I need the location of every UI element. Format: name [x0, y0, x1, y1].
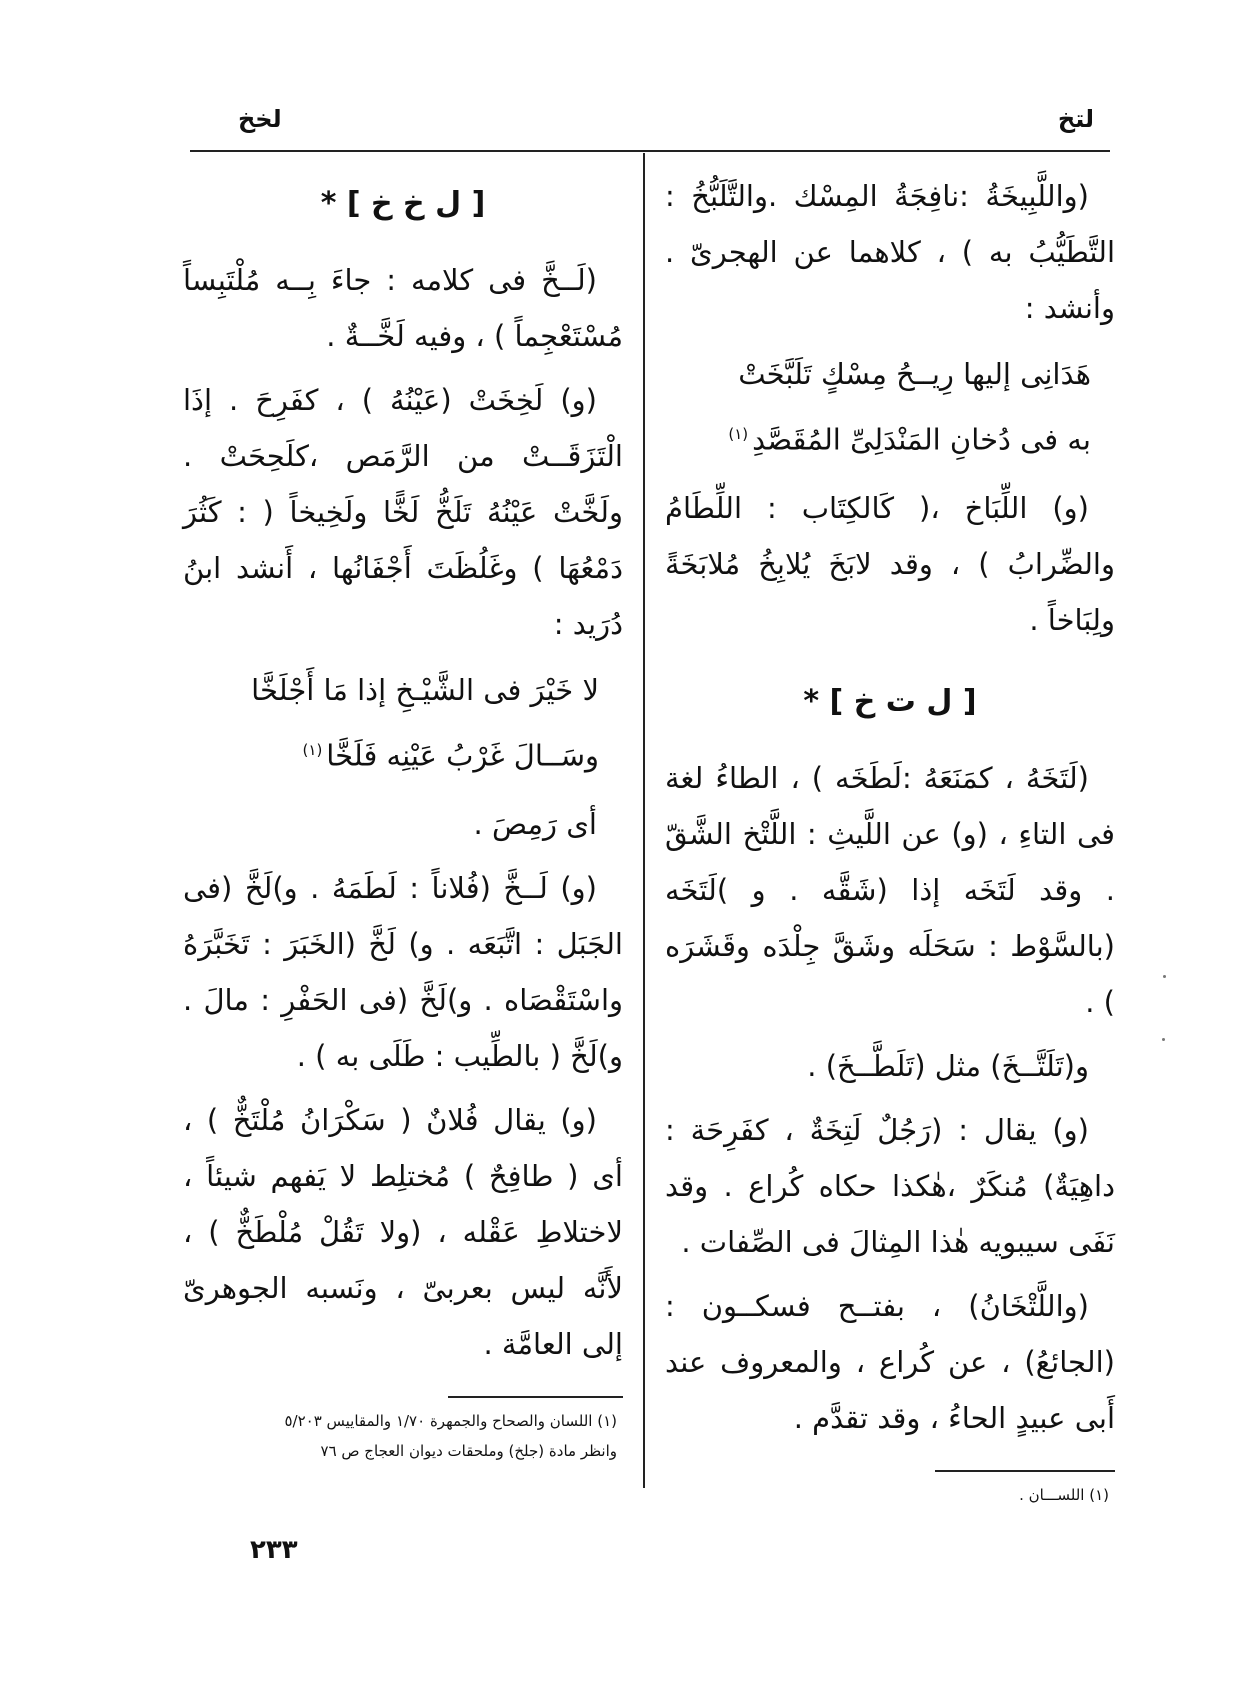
root-heading: [ ل ت خ ] *: [803, 683, 977, 719]
entry-paragraph: أى رَمِصَ .: [473, 806, 597, 841]
entry-paragraph: (و) لَــخَّ (فُلاناً : لَطَمَهُ . و)لَخَّ (فى الجَبَل : اتَّبَعَه . و) لَخَّ (الخَبَرَ : تَخَبَّرَهُ واسْتَقْصَاه . و)لَخَّ (فى الحَفْرِ : مالَ . و)لَخَّ ( بالطِّيب : طَلَى به ) .: [183, 870, 623, 1073]
entry-paragraph: (واللَّتْخَانُ) ، بفتــح فسكــون : (الجائعُ) ، عن كُراع ، والمعروف عند أَبى عبيدٍ الحاءُ ، وقد تقدَّم .: [665, 1288, 1115, 1435]
entry-paragraph: (و) لَخِخَتْ (عَيْنُهُ ) ، كفَرِحَ . إذَا الْتَزَقَــتْ من الرَّمَص ،كلَحِحَتْ . ولَخَّتْ عَيْنُهُ تَلَخُّ لَخًّا ولَخِيخاً ( : كَثُرَ دَمْعُهَا ) وغَلُظَتَ أَجْفَانُها ، أَنشد ابنُ دُرَيد :: [183, 383, 623, 641]
footnote-rule: [935, 1470, 1115, 1472]
scan-speck: [1162, 1038, 1165, 1041]
entry-paragraph: (و) اللِّبَاخ ،( كَالكِتَاب : اللِّطَامُ والضِّرابُ ) ، وقد لابَخَ يُلابِخُ مُلابَخَةً ولِبَاخاً .: [665, 490, 1115, 637]
column-divider: [643, 153, 645, 1488]
footnote: (١) اللســـان .: [1019, 1485, 1109, 1504]
footnote-line: (١) اللسان والصحاح والجمهرة ١/٧٠ والمقاييس ٥/٢٠٣: [284, 1411, 617, 1430]
footnote-line: وانظر مادة (جلخ) وملحقات ديوان العجاج ص ٧٦: [320, 1441, 617, 1460]
entry-paragraph: (لَــخَّ فى كلامه : جاءَ بِــه مُلْتَبِساً مُسْتَعْجِماً ) ، وفيه لَخَّــةٌ .: [183, 263, 623, 353]
verse-line: هَدَانِى إليها رِيــحُ مِسْكٍ تَلَبَّخَتْ: [738, 357, 1091, 391]
root-heading: [ ل خ خ ] *: [320, 186, 486, 221]
entry-paragraph: (لَتَخَهُ ، كمَنَعَهُ :لَطَخَه ) ، الطاءُ لغة فى التاءِ ، (و) عن اللَّيثِ : اللَّتْخ الشَّقّ . وقد لَتَخَه إذا (شَقَّه . و )لَتَخَه (بالسَّوْط : سَحَلَه وشَقَّ جِلْدَه وقَشَرَه ) .: [665, 760, 1115, 1019]
page-number: ٢٣٣: [250, 1535, 298, 1565]
entry-paragraph: و(تَلَتَّــخَ) مثل (تَلَطَّــخَ) .: [807, 1048, 1089, 1083]
header-entry-right: لتخ: [1057, 105, 1094, 133]
entry-paragraph: (و) يقال : (رَجُلٌ لَتِخَةٌ ، كفَرِحَة : داهِيَةٌ) مُنكَرٌ ،هٰكذا حكاه كُراع . وقد نَفَى سيبويه هٰذا المِثالَ فى الصِّفات .: [665, 1112, 1115, 1259]
verse-line: [665, 404, 1115, 470]
verse-line-text: به فى دُخانِ المَنْدَلِىِّ المُقَصَّدِ: [752, 422, 1091, 457]
footnote-marker: (١): [728, 425, 749, 443]
footnote-rule: [448, 1396, 623, 1398]
verse-line: لا خَيْرَ فى الشَّيْـخِ إذا مَا أَجْلَخَّا: [251, 673, 599, 707]
poetry-verse: [665, 344, 1115, 470]
header-entry-left: لخخ: [238, 105, 282, 133]
scan-speck: [1163, 975, 1166, 978]
poetry-verse: [183, 660, 623, 786]
footnote: [183, 1406, 623, 1466]
verse-line-text: وسَــالَ غَرْبُ عَيْنِه فَلَخَّا: [326, 738, 599, 773]
footnote-marker: (١): [302, 741, 323, 759]
left-column: [183, 168, 623, 1466]
entry-paragraph: (و) يقال فُلانٌ ( سَكْرَانُ مُلْتَخٌّ ) ، أى ( طافِحٌ ) مُختلِط لا يَفهم شيئاً ، لاختلاطِ عَقْله ، (ولا تَقُلْ مُلْطَخٌّ ) ، لأَنَّه ليس بعربىّ ، ونَسبه الجوهرىّ إلى العامَّة .: [183, 1102, 623, 1361]
entry-paragraph: (واللَّبِيخَةُ :نافِجَةُ المِسْك .والتَّلَبُّخُ : التَّطَيُّبُ به ) ، كلاهما عن الهجرىّ . وأنشد :: [665, 179, 1115, 325]
header-rule: [190, 150, 1110, 152]
verse-line: [183, 720, 623, 786]
right-column: [665, 168, 1115, 1510]
